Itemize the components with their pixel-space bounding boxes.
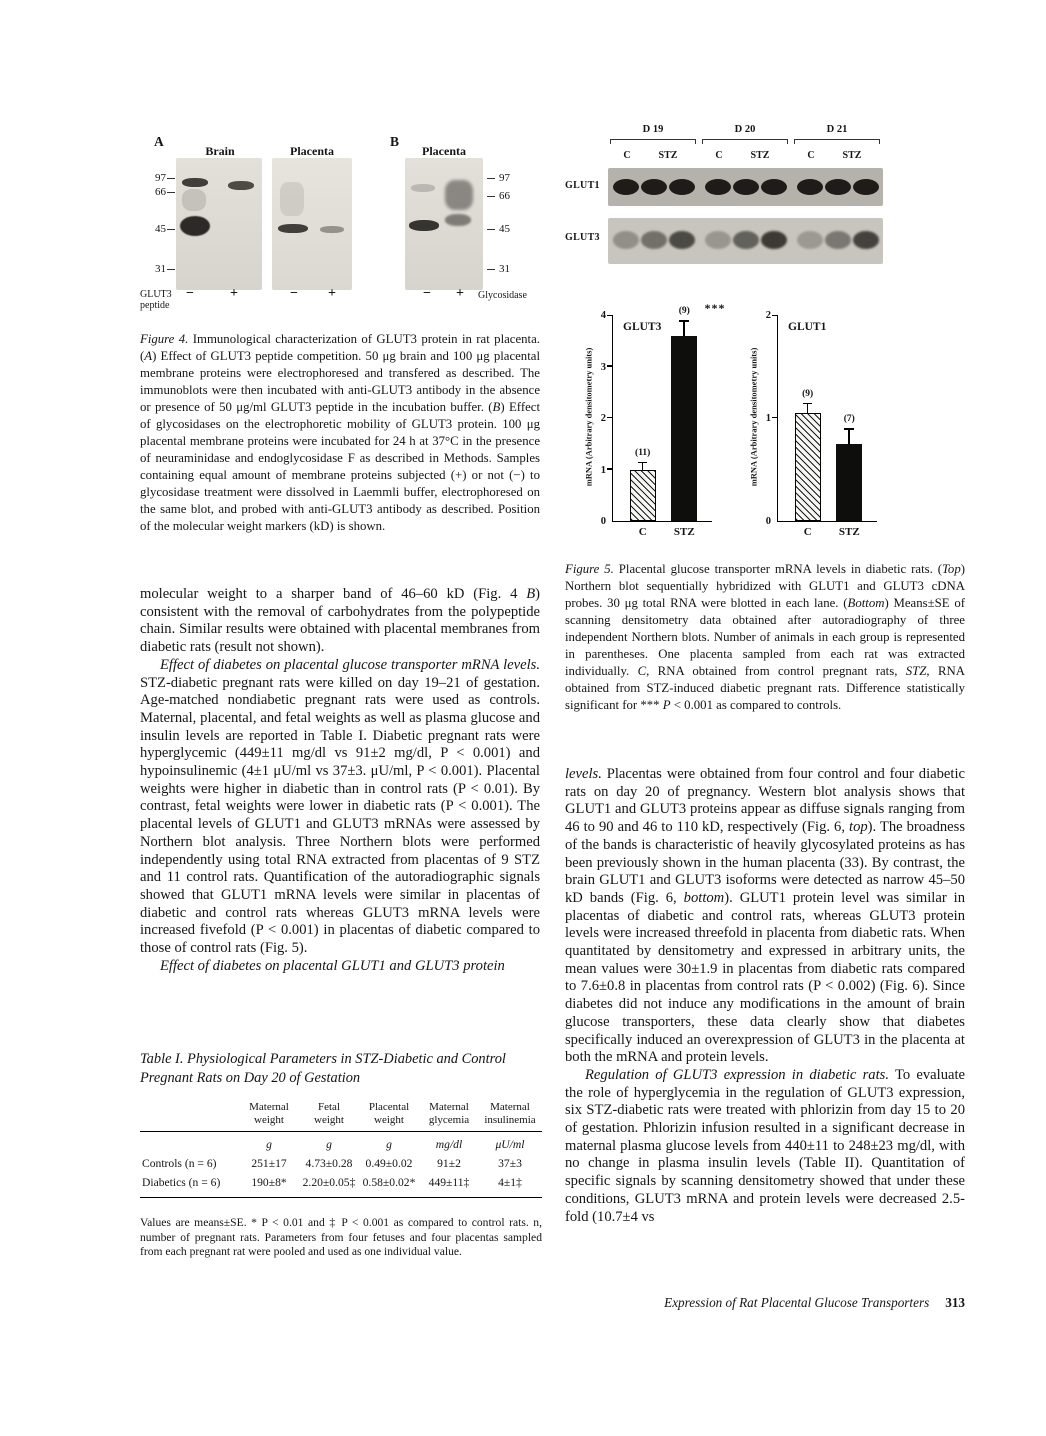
y-tick-mark	[607, 417, 613, 418]
table-cell: 0.49±0.02	[365, 1157, 413, 1170]
minus-sign: −	[186, 286, 194, 301]
blot-band	[182, 189, 206, 211]
blot-band	[180, 216, 210, 236]
table-header-cell: Placental weight	[358, 1101, 420, 1132]
mw-marker-45: 45	[155, 223, 166, 235]
plot-area	[765, 310, 877, 538]
x-tick-label-stz: STZ	[673, 526, 695, 538]
table-cell: 4±1‡	[498, 1176, 522, 1189]
table-row	[140, 1154, 542, 1173]
paragraph: Effect of diabetes on placental GLUT1 and GLUT3 protein	[160, 957, 505, 974]
table-row	[140, 1173, 542, 1198]
lane-label-c: C	[715, 150, 723, 161]
table-cell: 251±17	[251, 1157, 287, 1170]
bracket	[702, 139, 788, 144]
y-tick-mark	[772, 417, 778, 418]
mw-marker-97: 97	[499, 172, 510, 184]
row-label: Diabetics (n = 6)	[142, 1176, 221, 1189]
blot-band	[761, 231, 787, 249]
significance-stars: ***	[704, 301, 726, 316]
chart-title: GLUT1	[788, 321, 827, 333]
plus-sign: +	[230, 286, 238, 301]
blot-band	[733, 179, 759, 195]
blot-band	[705, 231, 731, 249]
blot-band	[641, 231, 667, 249]
table-title: Table I. Physiological Parameters in STZ-Diabetic and Control Pregnant Rats on Day 20 of Gestation	[140, 1051, 506, 1086]
y-tick-mark	[607, 315, 613, 316]
gel-image-placenta-a	[272, 158, 352, 290]
plus-sign: +	[456, 286, 464, 301]
blot-band	[853, 231, 879, 249]
y-tick-mark	[772, 315, 778, 316]
blot-band	[409, 220, 439, 231]
mw-tick	[167, 178, 175, 179]
northern-blot-glut1	[608, 168, 883, 206]
figure4-caption: Figure 4. Immunological characterization of GLUT3 protein in rat placenta. (A) Effect of GLUT3 peptide competition. 50 μg brain and 100 μg placental membrane proteins were electrophoresed and transfered as described. The immunoblots were then incubated with anti-GLUT3 antibody in the absence or presence of 50 μg/ml GLUT3 peptide in the incubation buffer. (B) Effect of glycosidases on the electrophoretic mobility of GLUT3 protein. 100 μg placental membrane proteins were incubated for 24 h at 37°C in the presence of neuraminidase and endoglycosidase F as described in Methods. Samples containing equal amount of membrane proteins subjected (+) or not (−) to glycosidase treatment were dissolved in Laemmli buffer, electrophoresed on the same blot, and probed with anti-GLUT3 antibody as described. Position of the molecular weight markers (kD) is shown.	[140, 331, 541, 533]
bar-stz	[836, 444, 862, 521]
blot-band	[411, 184, 435, 192]
day-label: D 21	[826, 124, 848, 135]
glut3-peptide-label-line2: peptide	[140, 300, 170, 311]
y-tick-label: 2	[600, 413, 606, 424]
blot-band	[182, 178, 208, 187]
blot-band	[733, 231, 759, 249]
figure4-panel	[140, 128, 550, 320]
page-number: 313	[945, 1295, 965, 1310]
error-bar	[683, 320, 685, 335]
paragraph: levels. Placentas were obtained from four control and four diabetic rats on day 20 of pregnancy. Western blot analysis shows that GLUT1 and GLUT3 proteins appear as diffuse signals ranging from 46 to 90 and 46 to 110 kD, respectively (Fig. 6, top). The broadness of the bands is characteristic of heavily glycosylated proteins as has been previously shown in the human placenta (33). By contrast, the brain GLUT1 and GLUT3 isoforms were detected as narrow 45–50 kD bands (Fig. 6, bottom). GLUT1 protein level was similar in placentas of diabetic and control rats, whereas GLUT3 protein levels were increased threefold in placenta from diabetic rats. When quantitated by densitometry and expressed in arbitrary units, the mean values were 30±1.9 in placentas from diabetic rats compared to 7.6±0.8 in placentas from control rats (P < 0.002) (Fig. 6). Since diabetes did not induce any modifications in the amount of brain glucose transporters, these data clearly show that diabetes specifically induced an overexpression of GLUT3 in the placenta at both the mRNA and protein levels.	[565, 766, 966, 1066]
lane-label-stz: STZ	[842, 150, 862, 161]
lane-label-c: C	[623, 150, 631, 161]
glut1-mrna-bar-chart	[730, 310, 895, 550]
bar-control	[795, 413, 821, 521]
y-tick-label: 2	[765, 310, 771, 321]
day-label: D 20	[734, 124, 756, 135]
panel-b-label: B	[390, 134, 400, 149]
gel-image-brain	[176, 158, 262, 290]
table-cell: 190±8*	[251, 1176, 287, 1189]
probe-label-glut3: GLUT3	[565, 232, 600, 243]
x-tick-label-c: C	[803, 526, 812, 538]
n-count-label: (9)	[678, 306, 690, 317]
blot-band	[278, 224, 308, 233]
error-bar	[848, 428, 850, 443]
mw-tick	[167, 269, 175, 270]
blot-band	[641, 179, 667, 195]
paragraph: Effect of diabetes on placental glucose transporter mRNA levels. STZ-diabetic pregnant rats were killed on day 19–21 of gestation. Age-matched nondiabetic pregnant rats were used as controls. Maternal, placental, and fetal weights as well as plasma glucose and insulin levels are reported in Table I. Diabetic pregnant rats were hyperglycemic (449±11 mg/dl vs 91±2 mg/dl, P < 0.001) and hypoinsulinemic (4±1 μU/ml vs 37±3. μU/ml, P < 0.001). Placental weights were higher in diabetic than in control rats (P < 0.01). By contrast, fetal weights were lower in diabetic rats (P < 0.001). The placental levels of GLUT1 and GLUT3 mRNAs were assessed by Northern blot analysis. Three Northern blots were performed independently using total RNA extracted from placentas of 9 STZ and 11 control rats. Quantification of the autoradiographic signals showed that GLUT1 mRNA levels were similar in placentas of diabetic and control rats whereas GLUT3 mRNA levels were increased fivefold (P < 0.001) in placentas of diabetic compared to those of control rats (Fig. 5).	[140, 656, 540, 957]
bar-stz	[671, 336, 697, 521]
probe-label-glut1: GLUT1	[565, 180, 600, 191]
error-bar	[807, 403, 809, 413]
blot-band	[613, 231, 639, 249]
mw-marker-66: 66	[155, 186, 166, 198]
page-footer	[565, 1295, 965, 1311]
table-cell: 91±2	[437, 1157, 461, 1170]
blot-band	[280, 182, 304, 216]
table-cell: mg/dl	[435, 1138, 463, 1151]
table-cell: 0.58±0.02*	[362, 1176, 416, 1189]
table-units-row	[140, 1132, 542, 1155]
bracket	[794, 139, 880, 144]
blot-band	[669, 231, 695, 249]
n-count-label: (11)	[635, 447, 651, 458]
blot-band	[445, 214, 471, 226]
y-tick-label: 4	[600, 310, 606, 321]
table-cell: g	[326, 1138, 332, 1151]
table-cell: 4.73±0.28	[305, 1157, 353, 1170]
mw-marker-97: 97	[155, 172, 166, 184]
day-group-d20	[702, 124, 788, 148]
y-tick-label: 0	[600, 516, 606, 527]
y-tick-label: 1	[765, 413, 771, 424]
body-column-right	[565, 766, 965, 1226]
panel-a-label: A	[154, 134, 164, 149]
blot-band	[228, 181, 254, 190]
table-cell: 2.20±0.05‡	[302, 1176, 356, 1189]
day-group-d19	[610, 124, 696, 148]
placenta-lane-title-a: Placenta	[290, 144, 334, 158]
mw-marker-31: 31	[499, 263, 510, 275]
y-axis-label: mRNA (Arbitrary densitometry units)	[748, 347, 759, 487]
bar-control	[630, 470, 656, 522]
y-tick-label: 3	[600, 361, 606, 373]
mw-tick	[487, 229, 495, 230]
table-header-cell: Maternal glycemia	[420, 1101, 478, 1132]
day-group-d21	[794, 124, 880, 148]
blot-band	[320, 226, 344, 233]
y-axis-label: mRNA (Arbitrary densitometry units)	[583, 347, 594, 487]
table-cell: μU/ml	[495, 1138, 525, 1151]
lane-label-c: C	[807, 150, 815, 161]
brain-lane-title: Brain	[205, 144, 235, 158]
error-bar	[642, 462, 644, 470]
paragraph: Regulation of GLUT3 expression in diabetic rats. To evaluate the role of hyperglycemia in the regulation of GLUT3 expression, six STZ-diabetic rats were treated with phlorizin from day 15 to 20 of gestation. Phlorizin infusion resulted in a significant decrease in maternal plasma glucose levels from 440±11 to 248±23 mg/dl, with no change in plasma insulin levels (Table II). Quantitation of specific signals by scanning densitometry showed that under these conditions, GLUT3 mRNA and protein levels were decreased 2.5-fold (10.7±4 vs	[565, 1066, 966, 1225]
figure5-panel	[565, 120, 975, 550]
table-1-grid	[140, 1101, 542, 1198]
blot-band	[445, 180, 473, 210]
mw-tick	[487, 269, 495, 270]
row-label: Controls (n = 6)	[142, 1157, 217, 1170]
glycosidase-label: Glycosidase	[478, 290, 527, 301]
mw-marker-45: 45	[499, 223, 510, 235]
minus-sign: −	[290, 286, 298, 301]
y-tick-label: 1	[600, 464, 606, 476]
table-header-cell: Fetal weight	[300, 1101, 358, 1132]
blot-band	[613, 179, 639, 195]
table-header-row	[140, 1101, 542, 1132]
y-tick-mark	[607, 365, 613, 366]
blot-band	[825, 231, 851, 249]
table-cell: 37±3	[498, 1157, 522, 1170]
day-label: D 19	[642, 124, 664, 135]
figure5-charts	[565, 301, 975, 550]
table-cell: g	[386, 1138, 392, 1151]
glut3-mrna-bar-chart	[565, 301, 730, 550]
body-column-left	[140, 586, 540, 975]
mw-tick	[167, 229, 175, 230]
n-count-label: (7)	[843, 414, 855, 425]
table-header-cell: Maternal insulinemia	[478, 1101, 542, 1132]
figure5-caption: Figure 5. Placental glucose transporter mRNA levels in diabetic rats. (Top) Northern blot sequentially hybridized with GLUT1 and GLUT3 cDNA probes. 30 μg total RNA were blotted in each lane. (Bottom) Means±SE of scanning densitometry data obtained after autoradiography of three independent Northern blots. Number of animals in each group is represented in parentheses. One placenta sampled from each rat was extracted individually. C, RNA obtained from control pregnant rats, STZ, RNA obtained from STZ-induced diabetic pregnant rats. Difference statistically significant for *** P < 0.001 as compared to controls.	[565, 561, 965, 712]
blot-band	[825, 179, 851, 195]
bracket	[610, 139, 696, 144]
blot-band	[797, 231, 823, 249]
mw-tick	[487, 178, 495, 179]
blot-band	[853, 179, 879, 195]
table-1	[140, 1050, 542, 1260]
minus-sign: −	[423, 286, 431, 301]
table-header-cell	[140, 1101, 238, 1132]
table-cell	[140, 1132, 238, 1155]
mw-marker-31: 31	[155, 263, 166, 275]
placenta-lane-title-b: Placenta	[422, 144, 466, 158]
table-header-cell: Maternal weight	[238, 1101, 300, 1132]
blot-band	[705, 179, 731, 195]
plot-area	[600, 301, 726, 538]
blot-band	[761, 179, 787, 195]
mw-tick	[167, 192, 175, 193]
x-tick-label-c: C	[638, 526, 647, 538]
lane-label-stz: STZ	[750, 150, 770, 161]
glut3-peptide-label-line1: GLUT3	[140, 289, 172, 300]
mw-tick	[487, 196, 495, 197]
northern-blot-glut3	[608, 218, 883, 264]
chart-title: GLUT3	[623, 321, 662, 333]
paragraph: molecular weight to a sharper band of 46–60 kD (Fig. 4 B) consistent with the removal of carbohydrates from the polypeptide chain. Similar results were obtained with placental membranes from diabetic rats (result not shown).	[140, 586, 540, 656]
blot-band	[797, 179, 823, 195]
blot-band	[669, 179, 695, 195]
plus-sign: +	[328, 286, 336, 301]
gel-image-placenta-b	[405, 158, 483, 290]
table-cell: 449±11‡	[428, 1176, 470, 1189]
y-tick-mark	[607, 468, 613, 469]
lane-label-stz: STZ	[658, 150, 678, 161]
x-tick-label-stz: STZ	[838, 526, 860, 538]
table-cell: g	[266, 1138, 272, 1151]
y-tick-label: 0	[765, 516, 771, 527]
running-title: Expression of Rat Placental Glucose Transporters	[664, 1295, 930, 1310]
table-footnote: Values are means±SE. * P < 0.01 and ‡ P < 0.001 as compared to control rats. n, number of pregnant rats. Parameters from four fetuses and four placentas sampled from each pregnant rat were pooled and used as one individual value.	[140, 1216, 542, 1258]
n-count-label: (9)	[802, 388, 814, 399]
mw-marker-66: 66	[499, 190, 510, 202]
